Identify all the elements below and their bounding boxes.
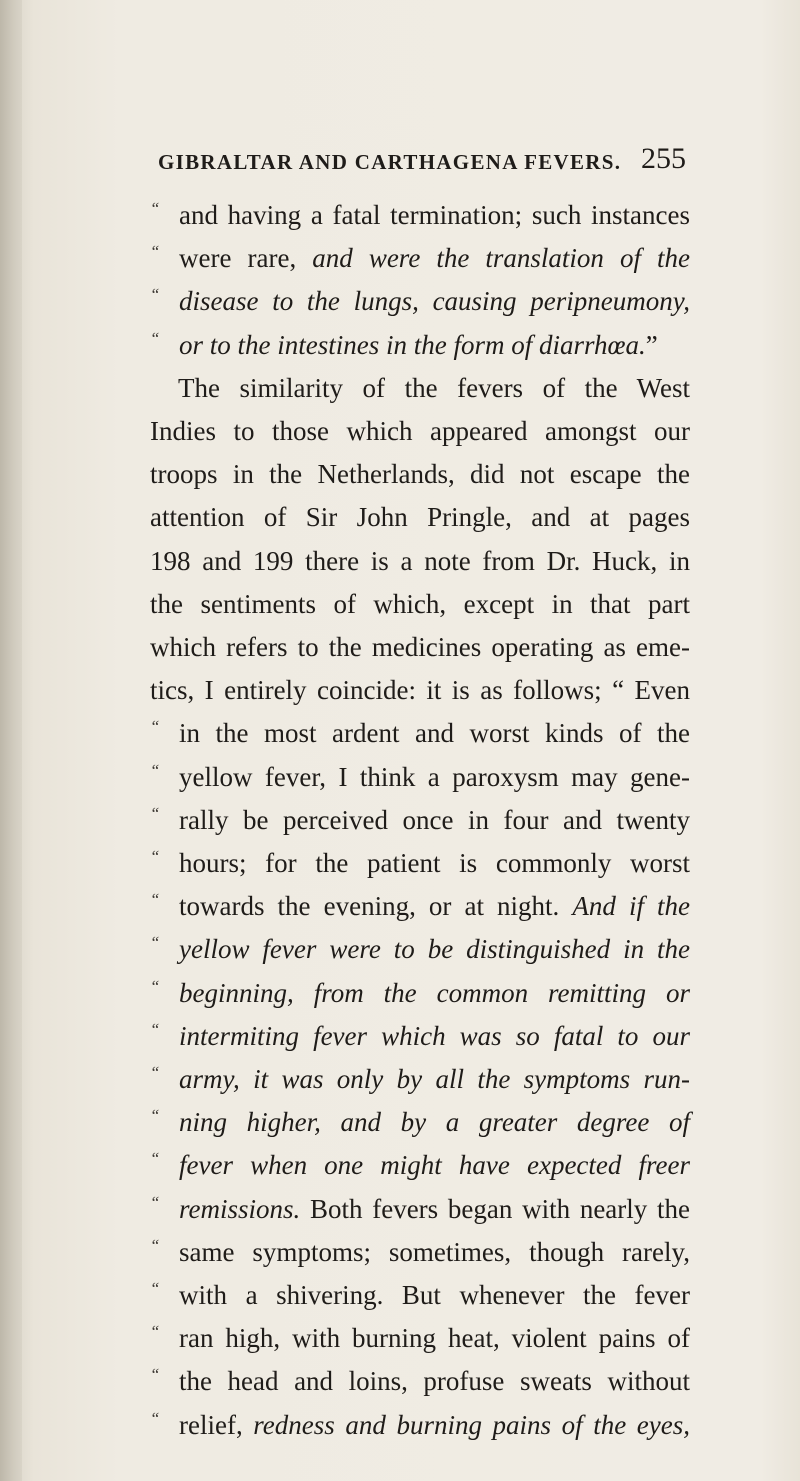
quote-mark: “ [150, 890, 160, 910]
roman-text: hours; for the patient is commonly worst [179, 848, 690, 878]
line-text [179, 1235, 690, 1269]
quote-mark: “ [150, 803, 160, 823]
text-line [150, 1148, 690, 1182]
roman-text: the head and loins, profuse sweats without [179, 1366, 690, 1397]
line-text [179, 976, 690, 1010]
quote-mark: “ [150, 1019, 160, 1039]
text-line [150, 587, 690, 621]
roman-text: yellow fever, I think a paroxysm may gene- [179, 761, 690, 792]
roman-text: 198 and 199 there is a note from Dr. Huck, in [150, 545, 690, 576]
line-text [179, 328, 690, 362]
roman-text: with a shivering. But whenever the fever [179, 1280, 690, 1310]
quote-mark: “ [150, 1235, 160, 1255]
roman-text: in the most ardent and worst kinds of the [179, 718, 690, 749]
quote-mark: “ [150, 328, 160, 348]
roman-text: tics, I entirely coincide: it is as follows; “ Even [150, 675, 690, 706]
line-text [179, 889, 690, 923]
quote-mark: “ [150, 1279, 160, 1298]
text-line [150, 1278, 690, 1312]
roman-text: attention of Sir John Pringle, and at pages [150, 502, 690, 533]
roman-text: the sentiments of which, except in that part [150, 588, 690, 619]
text-line [150, 371, 690, 405]
roman-text: Indies to those which appeared amongst our [150, 416, 690, 446]
text-line [150, 1235, 690, 1269]
text-line [150, 457, 690, 491]
quote-mark: “ [150, 717, 160, 737]
italic-text: beginning, from the common remitting or [179, 977, 690, 1008]
text-line [150, 544, 690, 578]
line-text [179, 1192, 690, 1226]
text-line [150, 716, 690, 750]
text-line [150, 1321, 690, 1355]
quote-mark: “ [150, 847, 160, 866]
quote-mark: “ [150, 760, 160, 780]
line-text [179, 1278, 690, 1312]
quote-mark: “ [150, 1106, 160, 1126]
text-line [150, 1192, 690, 1226]
text-line [150, 846, 690, 880]
quote-mark: “ [150, 1149, 160, 1169]
text-line [150, 1019, 690, 1053]
quote-mark: “ [150, 1322, 160, 1342]
italic-text: and were the translation of the [312, 243, 690, 274]
line-text [179, 284, 690, 318]
page-binding-shadow [0, 0, 22, 1481]
quote-mark: “ [150, 242, 160, 262]
roman-text: relief, [179, 1409, 254, 1440]
roman-text: The similarity of the fevers of the West [178, 372, 690, 403]
line-text [179, 1148, 690, 1182]
italic-text: army, it was only by all the symptoms run- [179, 1064, 690, 1094]
quote-mark: “ [150, 1192, 160, 1212]
italic-text: yellow fever were to be distinguished in the [179, 934, 690, 965]
line-text [179, 716, 690, 750]
text-line [150, 241, 690, 275]
italic-text: ning higher, and by a greater degree of [179, 1107, 690, 1138]
text-line [150, 1364, 690, 1398]
text-line [150, 889, 690, 923]
line-text [150, 500, 690, 534]
line-text [179, 846, 690, 880]
quote-mark: “ [150, 1063, 160, 1082]
line-text [150, 630, 690, 664]
italic-text: intermiting fever which was so fatal to our [179, 1020, 690, 1051]
text-line [150, 803, 690, 837]
quote-mark: “ [150, 1408, 160, 1428]
roman-text: Both fevers began with nearly the [300, 1193, 690, 1224]
text-line [150, 760, 690, 794]
quote-mark: “ [150, 285, 160, 305]
line-text [179, 932, 690, 966]
italic-text: or to the intestines in the form of diarrhœa. [179, 329, 646, 360]
line-text [150, 587, 690, 621]
roman-text: and having a fatal termination; such instances [179, 200, 690, 230]
roman-text: towards the evening, or at night. [179, 891, 573, 922]
text-line [150, 976, 690, 1010]
italic-text: disease to the lungs, causing peripneumony, [179, 286, 690, 317]
roman-text: which refers to the medicines operating as eme- [150, 632, 690, 662]
line-text [179, 241, 690, 275]
text-line [150, 673, 690, 707]
roman-text: ran high, with burning heat, violent pains of [179, 1323, 690, 1354]
line-text [179, 760, 690, 794]
roman-text: ” [645, 329, 658, 360]
line-text [179, 1019, 690, 1053]
line-text [150, 544, 690, 578]
text-line [150, 284, 690, 318]
line-text [150, 673, 690, 707]
italic-text: remissions. [179, 1193, 301, 1224]
roman-text: rally be perceived once in four and twenty [179, 804, 690, 835]
text-line [150, 630, 690, 664]
line-text [179, 803, 690, 837]
line-text [179, 1062, 690, 1096]
italic-text: fever when one might have expected freer [179, 1150, 690, 1181]
line-text [179, 198, 690, 232]
line-text [179, 1364, 690, 1398]
line-text [179, 1408, 690, 1442]
line-text [179, 1321, 690, 1355]
roman-text: troops in the Netherlands, did not escape the [150, 459, 690, 490]
italic-text: redness and burning pains of the eyes, [253, 1409, 691, 1440]
line-text [150, 457, 690, 491]
text-line [150, 198, 690, 232]
quote-mark: “ [150, 199, 160, 218]
text-line [150, 1408, 690, 1442]
text-line [150, 1062, 690, 1096]
roman-text: were rare, [179, 243, 313, 274]
text-line [150, 328, 690, 362]
page-number: 255 [641, 142, 686, 175]
quote-mark: “ [150, 1365, 160, 1385]
running-title: GIBRALTAR AND CARTHAGENA FEVERS. [158, 150, 622, 174]
italic-text: And if the [572, 891, 691, 922]
text-line [150, 500, 690, 534]
quote-mark: “ [150, 976, 160, 996]
text-line [150, 1105, 690, 1139]
line-text [150, 371, 690, 405]
page-header [130, 142, 686, 188]
text-line [150, 414, 690, 448]
line-text [179, 1105, 690, 1139]
line-text [150, 414, 690, 448]
quote-mark: “ [150, 933, 160, 953]
roman-text: same symptoms; sometimes, though rarely, [179, 1236, 690, 1267]
text-line [150, 932, 690, 966]
